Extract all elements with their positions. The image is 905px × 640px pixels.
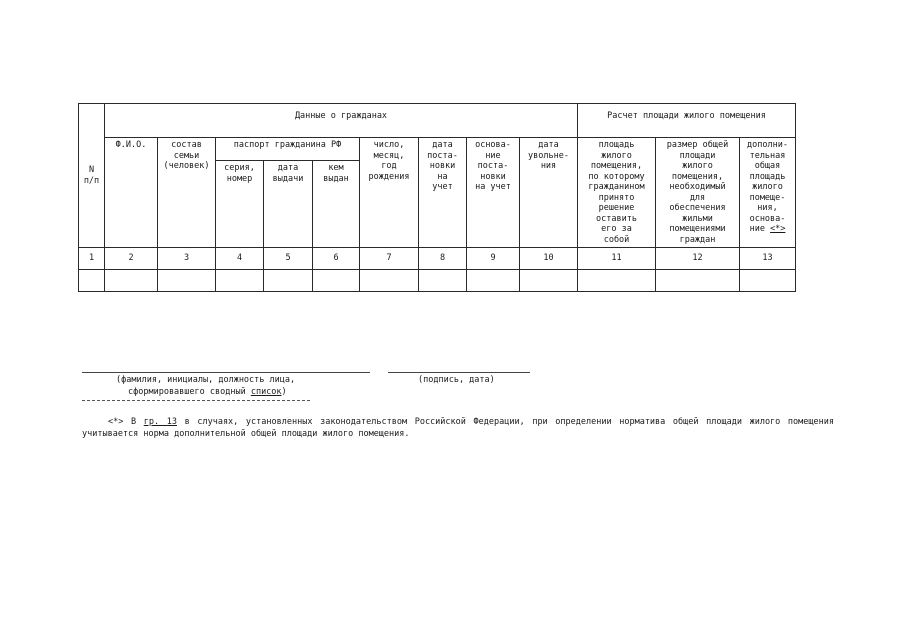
footnote-marker: <*> В — [108, 417, 144, 427]
data-cell[interactable] — [313, 270, 360, 292]
signature-date-caption: (подпись, дата) — [418, 375, 495, 385]
data-cell[interactable] — [216, 270, 264, 292]
header-passport-series: серия, номер — [216, 161, 264, 248]
footnote-text: в случаях, установленных законодательством Российской Федерации, при определении норматива общей площади жилого помещения учитывается норма дополнительной общей площади жилого помещения. — [82, 417, 834, 439]
header-area-kept: площадь жилого помещения, по которому гражданином принято решение оставить его за собой — [578, 138, 656, 248]
column-number-9: 9 — [467, 248, 520, 270]
header-number: N п/п — [79, 104, 105, 248]
footnote — [82, 416, 834, 440]
data-cell[interactable] — [467, 270, 520, 292]
data-cell[interactable] — [419, 270, 467, 292]
data-cell[interactable] — [158, 270, 216, 292]
column-number-7: 7 — [360, 248, 419, 270]
data-cell[interactable] — [105, 270, 158, 292]
header-passport-issued-by: кем выдан — [313, 161, 360, 248]
signature-name-caption-line1: (фамилия, инициалы, должность лица, — [116, 375, 296, 385]
data-cell[interactable] — [360, 270, 419, 292]
header-registration-date: дата поста- новки на учет — [419, 138, 467, 248]
header-citizens-data: Данные о гражданах — [105, 104, 578, 138]
table-row — [79, 270, 796, 292]
column-number-8: 8 — [419, 248, 467, 270]
column-number-6: 6 — [313, 248, 360, 270]
header-passport-issue-date: дата выдачи — [264, 161, 313, 248]
caption-text: сформировавшего сводный — [128, 387, 251, 397]
column-number-1: 1 — [79, 248, 105, 270]
header-additional-area — [740, 138, 796, 248]
column-number-11: 11 — [578, 248, 656, 270]
header-registration-basis: основа- ние поста- новки на учет — [467, 138, 520, 248]
header-fio: Ф.И.О. — [105, 138, 158, 248]
column-number-13: 13 — [740, 248, 796, 270]
column-number-3: 3 — [158, 248, 216, 270]
column-number-2: 2 — [105, 248, 158, 270]
signature-date-line — [388, 372, 530, 373]
data-cell[interactable] — [656, 270, 740, 292]
data-cell[interactable] — [264, 270, 313, 292]
header-passport: паспорт гражданина РФ — [216, 138, 360, 161]
column-number-4: 4 — [216, 248, 264, 270]
column-number-10: 10 — [520, 248, 578, 270]
data-cell[interactable] — [740, 270, 796, 292]
footnote-separator — [82, 400, 310, 401]
header-family-composition: состав семьи (человек) — [158, 138, 216, 248]
header-dismissal-date: дата увольне- ния — [520, 138, 578, 248]
citizens-data-table — [78, 103, 796, 292]
footnote-ref-link[interactable]: <*> — [770, 224, 786, 234]
signature-name-line — [82, 372, 370, 373]
column-number-12: 12 — [656, 248, 740, 270]
data-cell[interactable] — [79, 270, 105, 292]
data-cell[interactable] — [578, 270, 656, 292]
column-13-link[interactable]: гр. 13 — [143, 417, 177, 427]
header-area-needed: размер общей площади жилого помещения, необходимый для обеспечения жильми помещениями граждан — [656, 138, 740, 248]
header-area-calculation: Расчет площади жилого помещения — [578, 104, 796, 138]
additional-area-text: дополни- тельная общая площадь жилого помеще- ния, основа- ние — [747, 140, 788, 234]
signature-name-caption-line2 — [128, 386, 287, 398]
caption-text: ) — [281, 387, 287, 397]
column-number-5: 5 — [264, 248, 313, 270]
header-birth-date: число, месяц, год рождения — [360, 138, 419, 248]
data-cell[interactable] — [520, 270, 578, 292]
summary-list-link[interactable]: список — [250, 387, 282, 397]
